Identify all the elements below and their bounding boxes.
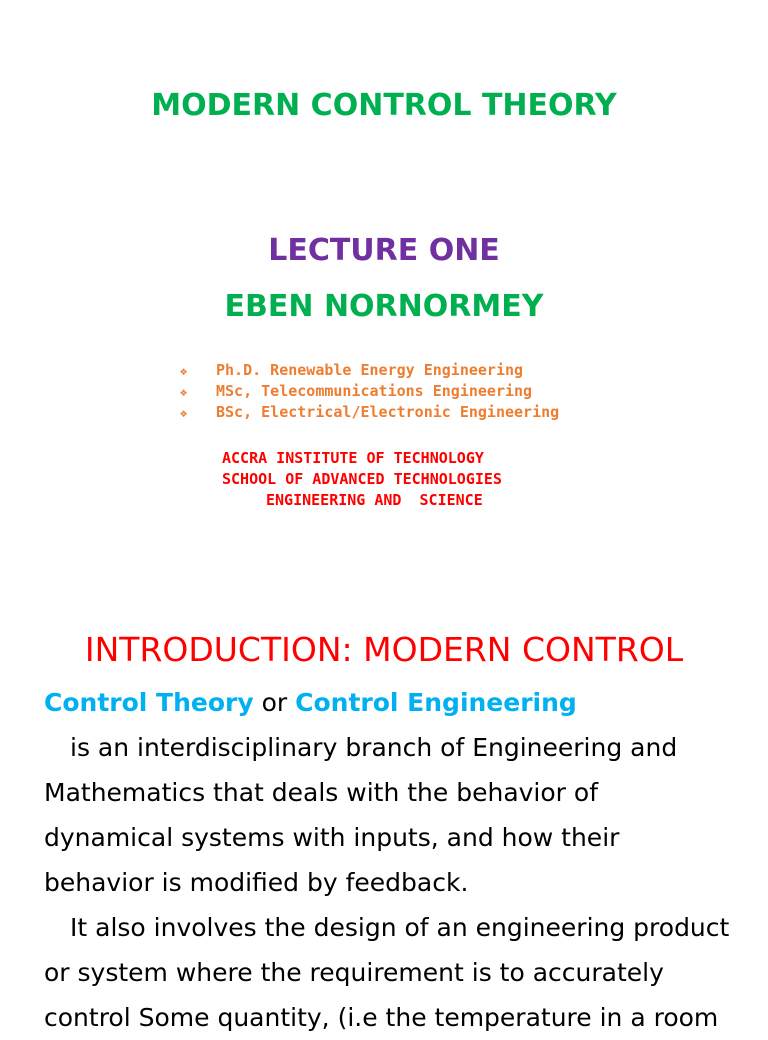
introduction-heading-rest: MODERN CONTROL	[352, 630, 684, 669]
document-title: MODERN CONTROL THEORY	[151, 88, 617, 123]
term-control-engineering: Control Engineering	[295, 688, 577, 717]
diamond-bullet-icon: ❖	[180, 364, 188, 378]
diamond-bullet-icon: ❖	[180, 385, 188, 399]
term-control-theory: Control Theory	[44, 688, 254, 717]
body-line: behavior is modified by feedback.	[44, 868, 469, 897]
definition-terms-line	[44, 680, 744, 725]
lecture-label: LECTURE ONE	[268, 233, 500, 268]
introduction-heading-colon: :	[341, 630, 353, 669]
body-line: control Some quantity, (i.e the temperature in a room	[44, 1003, 719, 1032]
introduction-heading-main: INTRODUCTION	[84, 630, 342, 669]
institution-block	[0, 448, 768, 511]
degree-item	[180, 381, 559, 402]
school-name: SCHOOL OF ADVANCED TECHNOLOGIES	[222, 470, 502, 488]
body-line: is an interdisciplinary branch of Engineering and	[70, 733, 678, 762]
author-name: EBEN NORNORMEY	[224, 289, 544, 324]
institution-name: ACCRA INSTITUTE OF TECHNOLOGY	[222, 449, 484, 467]
degree-text: MSc, Telecommunications Engineering	[216, 382, 533, 400]
degree-item	[180, 360, 559, 381]
introduction-body	[44, 680, 744, 1040]
body-line: It also involves the design of an engineering product	[70, 913, 730, 942]
introduction-heading	[0, 630, 768, 669]
school-name-continued: ENGINEERING AND SCIENCE	[266, 491, 483, 509]
degree-text: BSc, Electrical/Electronic Engineering	[216, 403, 560, 421]
body-line: or system where the requirement is to accurately	[44, 958, 664, 987]
degree-list	[180, 360, 559, 423]
term-connector: or	[253, 688, 296, 717]
diamond-bullet-icon: ❖	[180, 406, 188, 420]
body-line: Mathematics that deals with the behavior of	[44, 778, 598, 807]
degree-text: Ph.D. Renewable Energy Engineering	[216, 361, 524, 379]
body-line: dynamical systems with inputs, and how their	[44, 823, 620, 852]
degree-item	[180, 402, 559, 423]
